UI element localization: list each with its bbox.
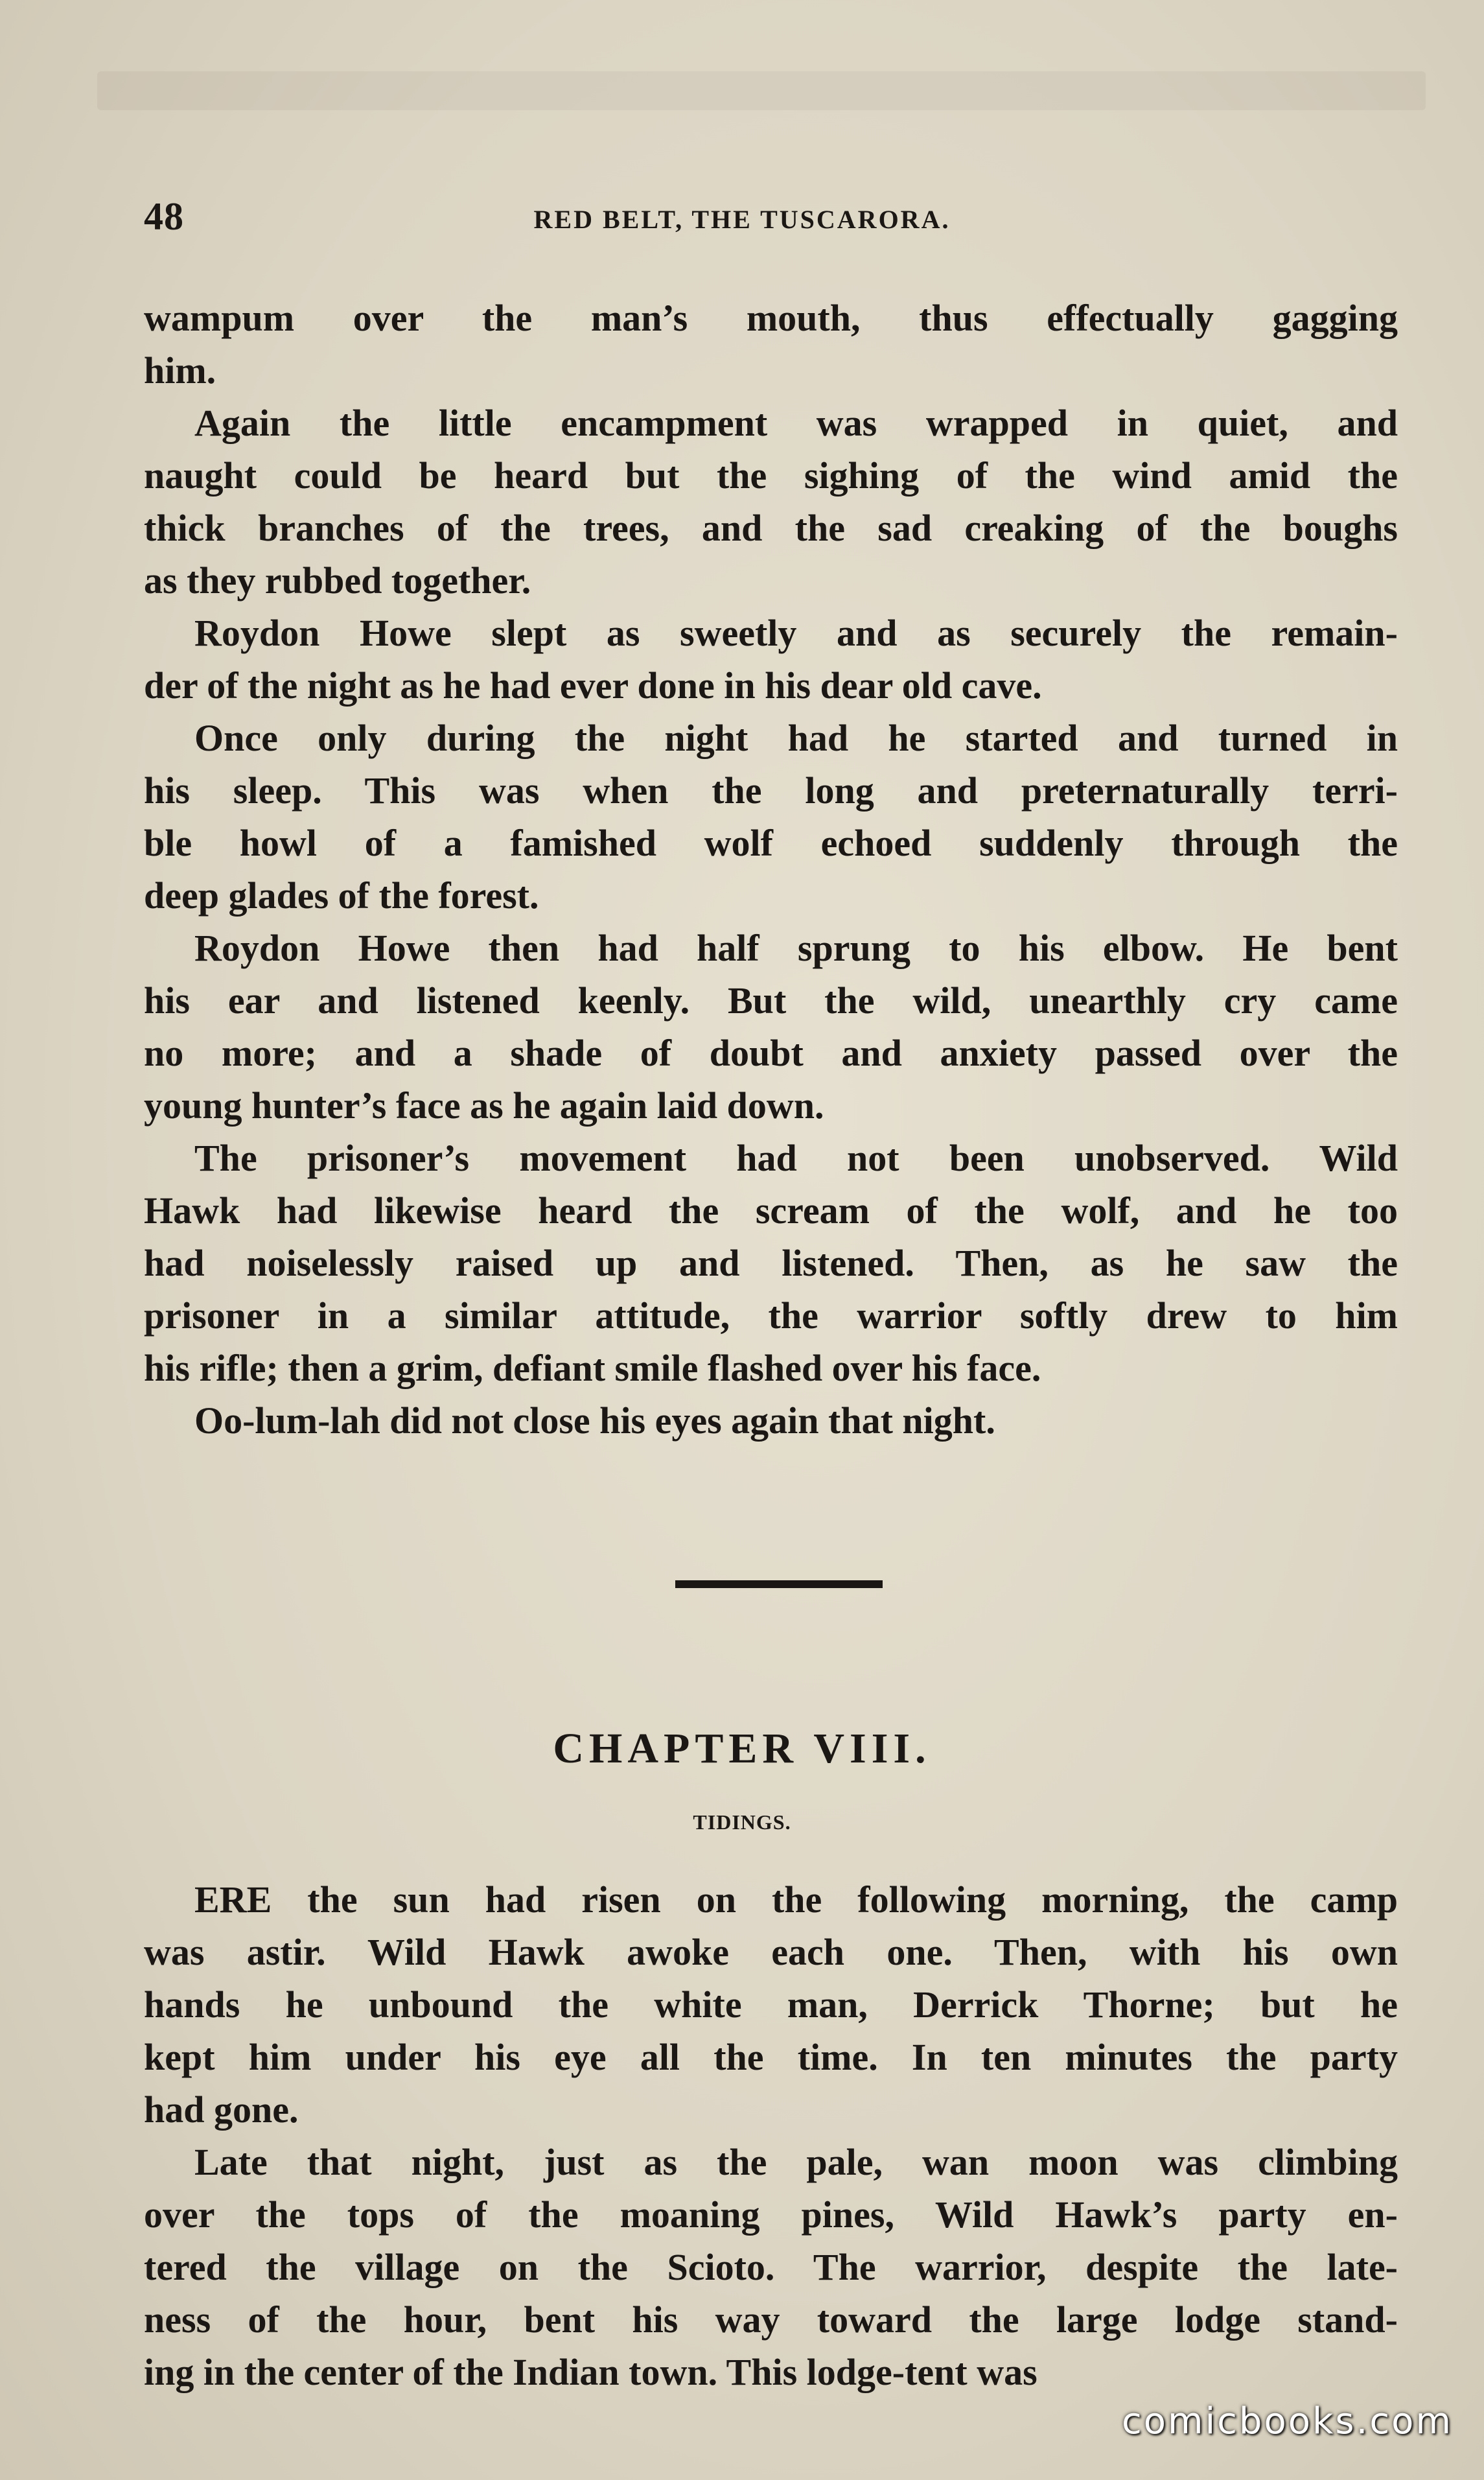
- text-line: Oo-lum-lah did not close his eyes again that night.: [194, 1399, 995, 1442]
- text-line: thick branches of the trees, and the sad creaking of the boughs: [144, 507, 1398, 549]
- text-line: as they rubbed together.: [144, 559, 531, 602]
- text-line: tered the village on the Scioto. The warrior, despite the late-: [144, 2246, 1398, 2288]
- text-line: him.: [144, 349, 216, 392]
- text-line: his sleep. This was when the long and preternaturally terri-: [144, 769, 1398, 812]
- paragraph: [144, 397, 1398, 607]
- text-line: ble howl of a famished wolf echoed suddenly through the: [144, 822, 1398, 864]
- text-line: had gone.: [144, 2088, 299, 2131]
- text-line: wampum over the man’s mouth, thus effectually gagging: [144, 297, 1398, 339]
- text-line: his rifle; then a grim, defiant smile flashed over his face.: [144, 1347, 1041, 1389]
- paragraph: [144, 712, 1398, 922]
- running-title: RED BELT, THE TUSCARORA.: [533, 205, 951, 234]
- chapter-subtitle: TIDINGS.: [693, 1810, 791, 1834]
- text-line: deep glades of the forest.: [144, 874, 539, 917]
- text-line: Roydon Howe then had half sprung to his elbow. He bent: [194, 927, 1398, 969]
- text-line: young hunter’s face as he again laid down.: [144, 1084, 824, 1127]
- paragraph: [144, 1873, 1398, 2136]
- text-line: ERE the sun had risen on the following morning, the camp: [194, 1878, 1398, 1921]
- text-line: Again the little encampment was wrapped in quiet, and: [194, 402, 1398, 444]
- text-line: hands he unbound the white man, Derrick Thorne; but he: [144, 1983, 1398, 2026]
- paragraph: [144, 2136, 1398, 2398]
- text-line: no more; and a shade of doubt and anxiety passed over the: [144, 1032, 1398, 1074]
- text-line: had noiselessly raised up and listened. Then, as he saw the: [144, 1242, 1398, 1284]
- text-line: prisoner in a similar attitude, the warrior softly drew to him: [144, 1294, 1398, 1337]
- text-line: ing in the center of the Indian town. This lodge-tent was: [144, 2351, 1038, 2393]
- text-line: The prisoner’s movement had not been unobserved. Wild: [194, 1137, 1398, 1179]
- paragraph: [144, 922, 1398, 1132]
- chapter-title: CHAPTER VIII.: [553, 1725, 931, 1772]
- paragraph: [144, 607, 1398, 712]
- text-line: kept him under his eye all the time. In ten minutes the party: [144, 2036, 1398, 2078]
- body-text-after-chapter: [144, 1873, 1398, 2398]
- paragraph: [144, 1394, 1398, 1447]
- text-line: Late that night, just as the pale, wan moon was climbing: [194, 2141, 1398, 2183]
- text-line: Once only during the night had he started and turned in: [194, 717, 1398, 759]
- text-line: der of the night as he had ever done in his dear old cave.: [144, 664, 1042, 707]
- page-number: 48: [144, 195, 184, 238]
- text-line: naught could be heard but the sighing of the wind amid the: [144, 454, 1398, 497]
- text-line: ness of the hour, bent his way toward the large lodge stand-: [144, 2299, 1398, 2341]
- text-line: over the tops of the moaning pines, Wild Hawk’s party en-: [144, 2193, 1398, 2236]
- paragraph: [144, 1132, 1398, 1394]
- text-line: was astir. Wild Hawk awoke each one. Then, with his own: [144, 1931, 1398, 1973]
- text-line: his ear and listened keenly. But the wild, unearthly cry came: [144, 979, 1398, 1022]
- body-text-before-chapter: [144, 292, 1398, 1447]
- paragraph: [144, 292, 1398, 397]
- section-divider-rule: [675, 1580, 883, 1588]
- text-line: Hawk had likewise heard the scream of the wolf, and he too: [144, 1189, 1398, 1232]
- bleed-through-shadow: [97, 71, 1426, 110]
- text-line: Roydon Howe slept as sweetly and as securely the remain-: [194, 612, 1398, 654]
- watermark: comicbooks.com: [1121, 2400, 1453, 2442]
